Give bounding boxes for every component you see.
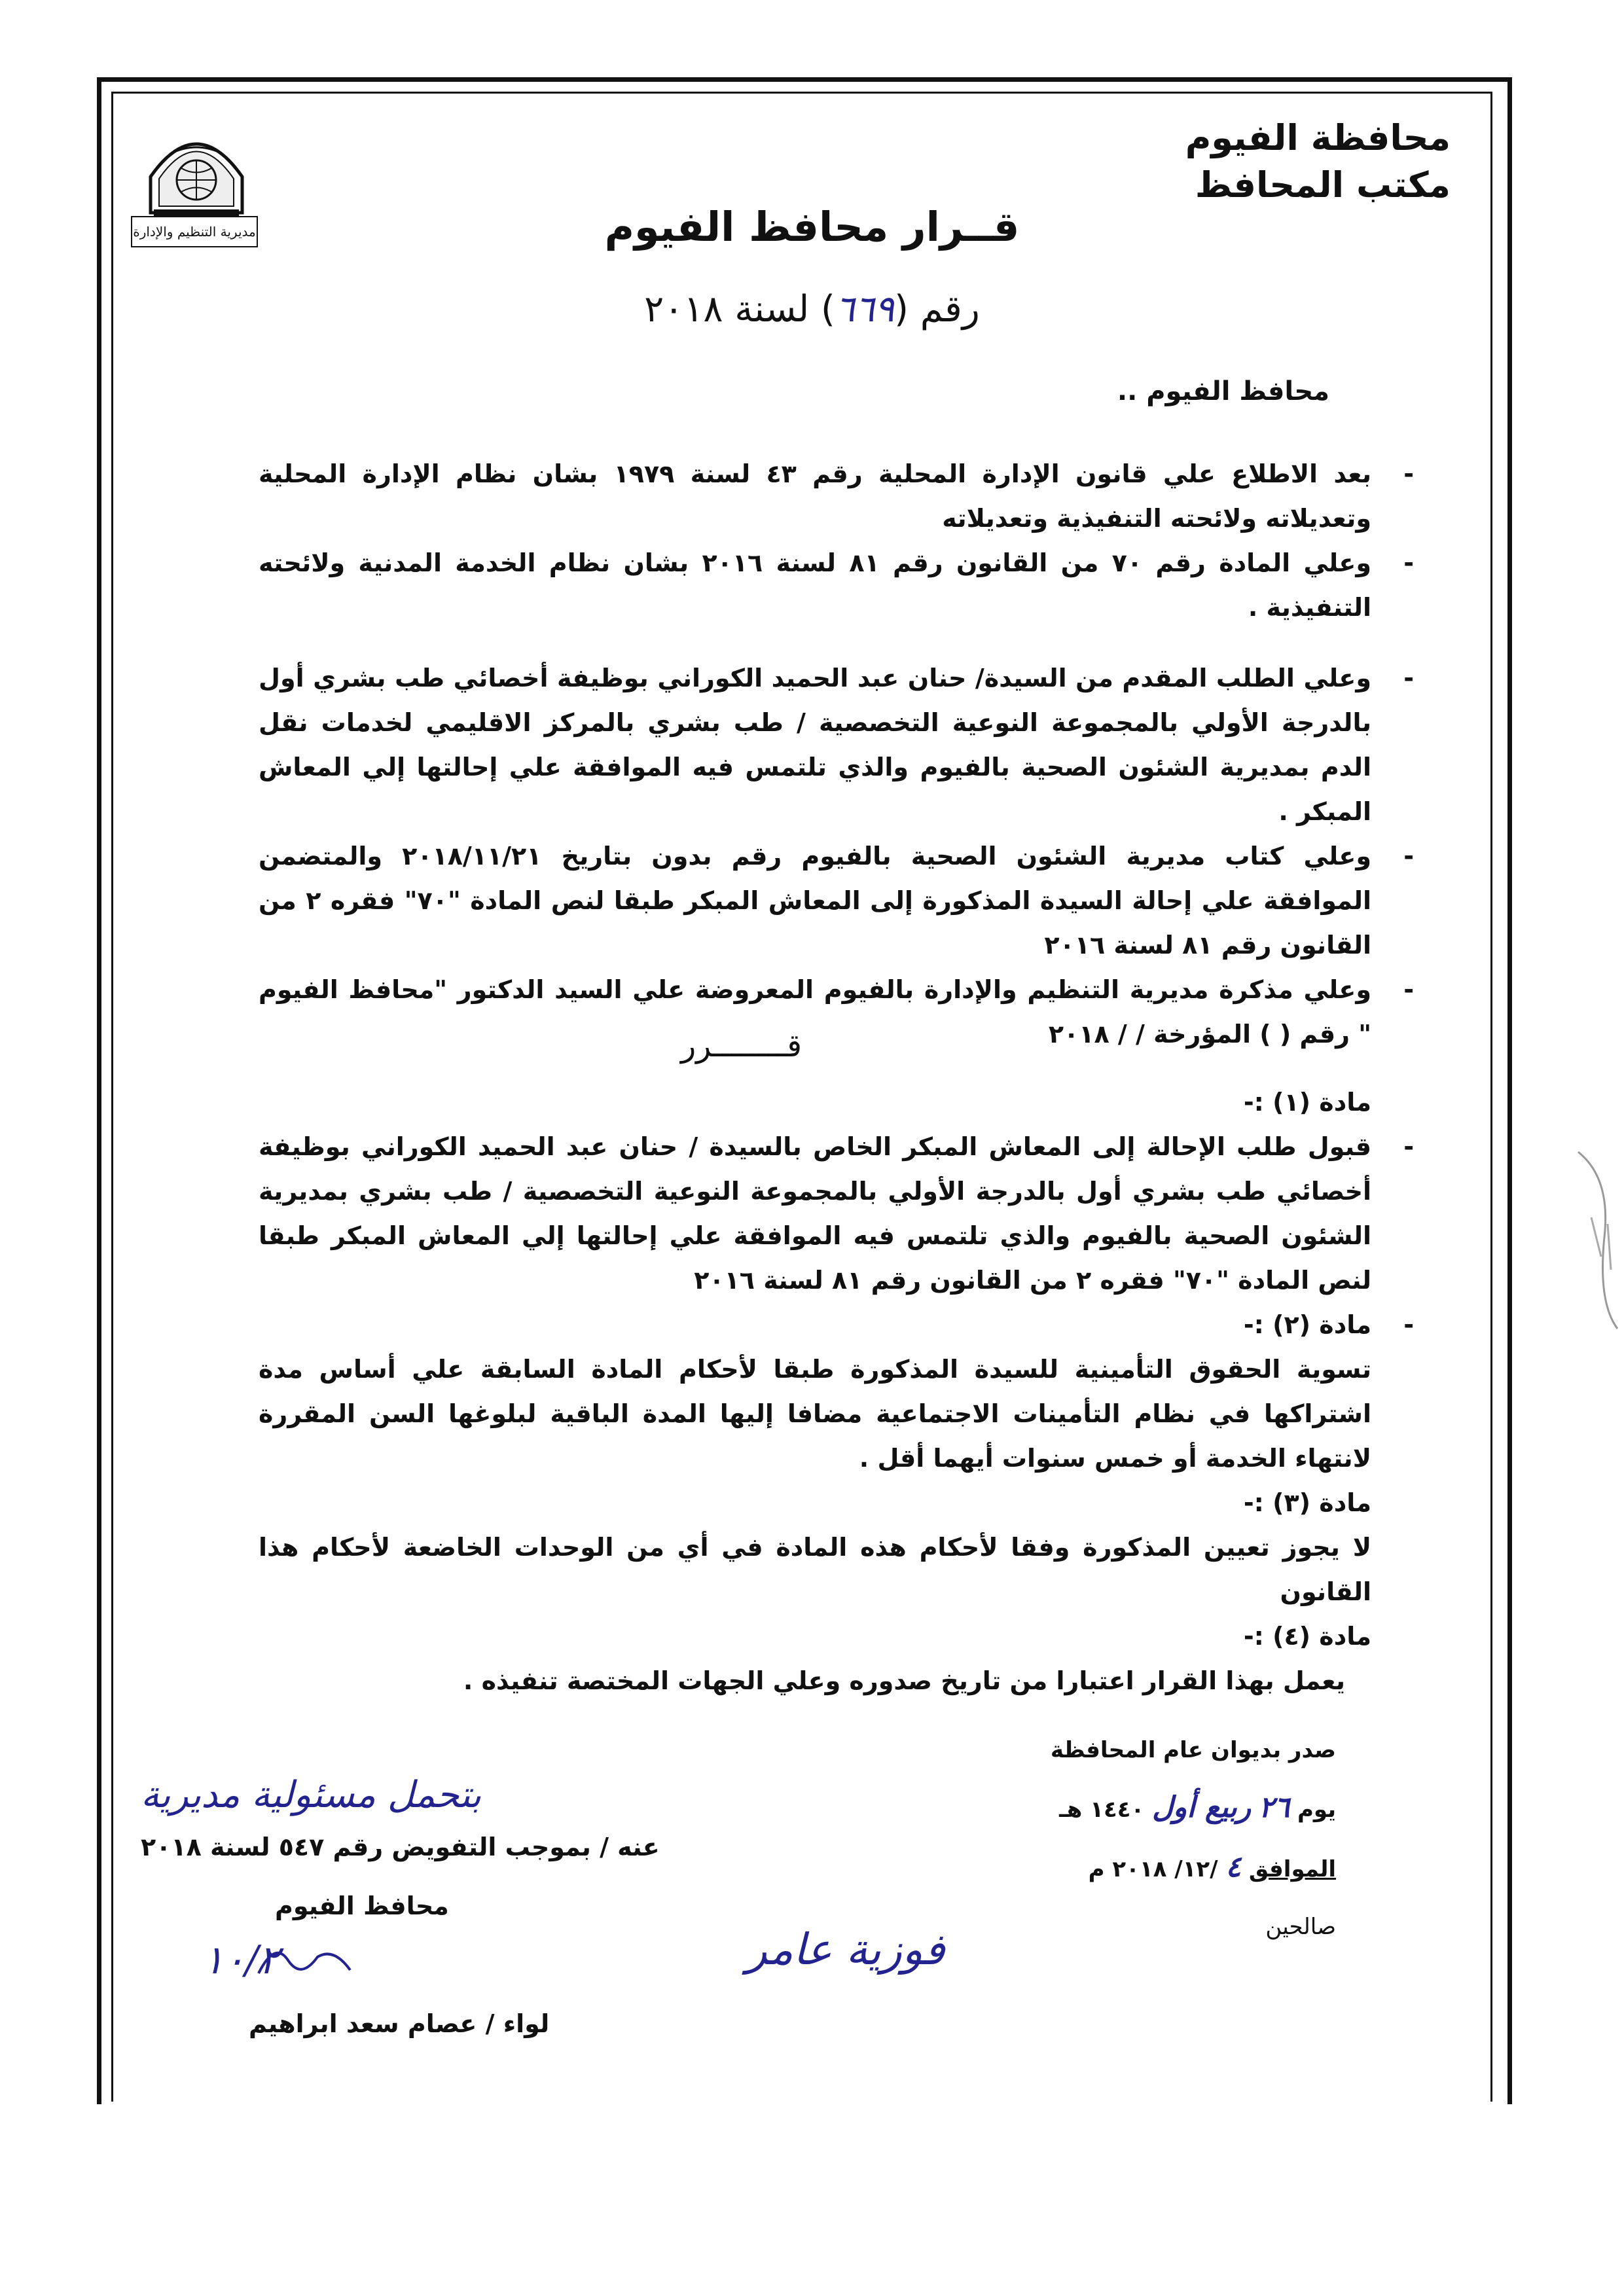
preamble-item: - وعلي كتاب مديرية الشئون الصحية بالفيوم رقم بدون بتاريخ ٢٠١٨/١١/٢١ والمتضمن الموافقة علي إحالة السيدة المذكورة إلى المعاش المبكر طبقا لنص المادة "٧٠" فقره ٢ من القانون رقم ٨١ لسنة ٢٠١٦ (259, 842, 1414, 960)
preamble-item: - بعد الاطلاع علي قانون الإدارة المحلية رقم ٤٣ لسنة ١٩٧٩ بشان نظام الإدارة المحلية وتعديلاته ولائحته التنفيذية وتعديلاته (259, 459, 1414, 533)
signer-title: محافظ الفيوم (275, 1892, 449, 1920)
issued-at: صدر بديوان عام المحافظة (1050, 1737, 1336, 1763)
governorate-name: محافظة الفيوم (1185, 117, 1451, 158)
signer-name: لواء / عصام سعد ابراهيم (249, 2009, 550, 2038)
logo-caption: مديرية التنظيم والإدارة (131, 216, 258, 247)
decree-number (0, 288, 1624, 331)
preamble-item: - وعلي المادة رقم ٧٠ من القانون رقم ٨١ لسنة ٢٠١٦ بشان نظام الخدمة المدنية ولائحته التنفيذية . (259, 548, 1414, 622)
handwritten-note: بتحمل مسئولية مديرية (141, 1774, 482, 1816)
office-name: مكتب المحافظ (1195, 164, 1451, 206)
preamble (259, 452, 1414, 1056)
margin-pencil-mark (1572, 1139, 1624, 1335)
article-heading: مادة (١) :- (1243, 1088, 1371, 1117)
issuance-block (1051, 1721, 1336, 1956)
gregorian-date: الموافق ٤ /١٢/ ٢٠١٨ م (1088, 1850, 1336, 1884)
handwritten-signature-middle: فوزية عامر (746, 1924, 945, 1975)
decree-number-prefix: رقم ( (894, 288, 980, 331)
handwritten-date: ١٠/٢ (203, 1937, 280, 1983)
article-heading: مادة (٤) :- (1243, 1622, 1371, 1651)
letterhead (1185, 115, 1451, 209)
article-heading: مادة (٣) :- (1243, 1488, 1371, 1517)
hijri-date: يوم ٢٦ ربيع أول ١٤٤٠ هـ (1059, 1791, 1336, 1824)
decree-title: قــرار محافظ الفيوم (604, 203, 1020, 251)
article-text: تسوية الحقوق التأمينية للسيدة المذكورة طبقا لأحكام المادة السابقة علي أساس مدة اشتراكها في نظام التأمينات الاجتماعية مضافا إليها المدة الباقية لبلوغها السن المقررة لانتهاء الخدمة أو خمس سنوات أيهما أقل . (259, 1355, 1371, 1473)
articles (259, 1080, 1414, 1703)
article-heading: - مادة (٢) :- (1243, 1310, 1414, 1339)
preamble-item: - وعلي الطلب المقدم من السيدة/ حنان عبد الحميد الكوراني بوظيفة أخصائي طب بشري أول بالدرجة الأولي بالمجموعة النوعية التخصصية / طب بشري بالمركز الاقليمي لخدمات نقل الدم بمديرية الشئون الصحية بالفيوم والذي تلتمس فيه الموافقة علي إحالتها إلي المعاش المبكر . (259, 664, 1414, 826)
reviewer-name: صالحين (1265, 1914, 1336, 1940)
authority-line: عنه / بموجب التفويض رقم ٥٤٧ لسنة ٢٠١٨ (141, 1833, 660, 1861)
decree-number-handwritten: ٦٦٩ (835, 288, 895, 331)
preamble-item: - وعلي مذكرة مديرية التنظيم والإدارة بالفيوم المعروضة علي السيد الدكتور "محافظ الفيوم " رقم ( ) المؤرخة / / ٢٠١٨ (259, 975, 1414, 1049)
signature-scribble-icon (255, 1934, 353, 1986)
article-text: لا يجوز تعيين المذكورة وفقا لأحكام هذه المادة في أي من الوحدات الخاضعة لأحكام هذا القانون (259, 1533, 1371, 1606)
article-text: يعمل بهذا القرار اعتبارا من تاريخ صدوره وعلي الجهات المختصة تنفيذه . (463, 1666, 1345, 1695)
decree-number-suffix: ) لسنة ٢٠١٨ (644, 288, 835, 331)
addressee: محافظ الفيوم .. (1117, 376, 1329, 406)
article-text: - قبول طلب الإحالة إلى المعاش المبكر الخاص بالسيدة / حنان عبد الحميد الكوراني بوظيفة أخصائي طب بشري أول بالدرجة الأولي بالمجموعة النوعية التخصصية / طب بشري بمديرية الشئون الصحية بالفيوم والذي تلتمس فيه الموافقة علي إحالتها إلي المعاش المبكر طبقا لنص المادة "٧٠" فقره ٢ من القانون رقم ٨١ لسنة ٢٠١٦ (259, 1132, 1414, 1295)
decision-heading: قــــــــرر (681, 1028, 803, 1064)
